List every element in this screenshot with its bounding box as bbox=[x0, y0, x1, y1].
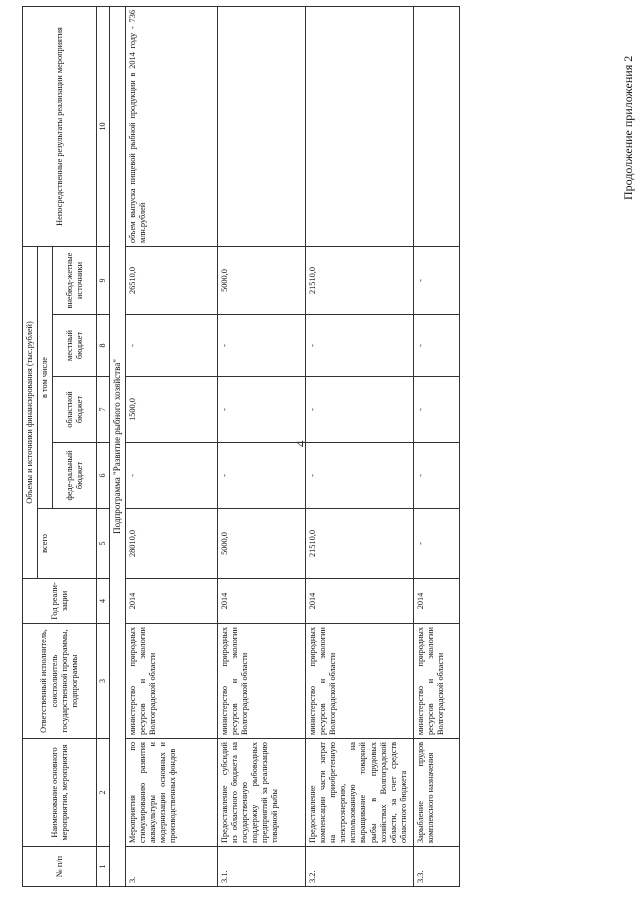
header-year: Год реали-зации bbox=[23, 579, 97, 624]
column-number: 5 bbox=[97, 509, 110, 579]
table-row bbox=[305, 6, 413, 886]
funding-table bbox=[22, 6, 460, 887]
header-name: Наименование основного мероприятия, мероприятия bbox=[23, 739, 97, 847]
column-number: 3 bbox=[97, 624, 110, 739]
header-federal: феде-ральный бюджет bbox=[53, 443, 97, 509]
column-number: 9 bbox=[97, 246, 110, 314]
row-number: 3. bbox=[125, 847, 217, 887]
table-row bbox=[217, 6, 305, 886]
row-number: 3.3. bbox=[413, 847, 459, 887]
row-total: 28010,0 bbox=[125, 509, 217, 579]
column-number-row bbox=[97, 6, 110, 886]
row-total: 21510,0 bbox=[305, 509, 413, 579]
subprogram-row bbox=[109, 6, 125, 886]
appendix-heading: Продолжение приложения 2 bbox=[621, 55, 635, 200]
page-number: 4 bbox=[293, 440, 308, 447]
row-federal: - bbox=[217, 443, 305, 509]
row-year: 2014 bbox=[413, 579, 459, 624]
row-local: - bbox=[217, 315, 305, 377]
header-regional: областной бюджет bbox=[53, 377, 97, 443]
row-regional: 1500,0 bbox=[125, 377, 217, 443]
row-federal: - bbox=[305, 443, 413, 509]
header-responsible: Ответственный исполнитель, соисполнитель государственной программы, подпрограммы bbox=[23, 624, 97, 739]
row-result bbox=[413, 6, 459, 246]
table-header bbox=[23, 6, 97, 886]
funding-table-container bbox=[22, 7, 612, 887]
row-responsible: министерство природных ресурсов и экологии Волгоградской области bbox=[125, 624, 217, 739]
header-extra: внебюд-жетные источники bbox=[53, 246, 97, 314]
row-result bbox=[305, 6, 413, 246]
row-number: 3.2. bbox=[305, 847, 413, 887]
row-local: - bbox=[413, 315, 459, 377]
row-federal: - bbox=[413, 443, 459, 509]
table-row bbox=[413, 6, 459, 886]
column-number: 10 bbox=[97, 6, 110, 246]
column-number: 7 bbox=[97, 377, 110, 443]
row-responsible: министерство природных ресурсов и экологии Волгоградской области bbox=[217, 624, 305, 739]
header-number: № п/п bbox=[23, 847, 97, 887]
row-local: - bbox=[305, 315, 413, 377]
table-row bbox=[125, 6, 217, 886]
header-results: Непосредственные результаты реализации мероприятия bbox=[23, 6, 97, 246]
header-total: всего bbox=[38, 509, 97, 579]
subprogram-title: Подпрограмма "Развитие рыбного хозяйства" bbox=[109, 6, 125, 886]
row-local: - bbox=[125, 315, 217, 377]
header-local: местный бюджет bbox=[53, 315, 97, 377]
column-number: 8 bbox=[97, 315, 110, 377]
row-name: Предоставление субсидий из областного бюджета на государственную поддержку рыбоводных предприятий за реализацию товарной рыбы bbox=[217, 739, 305, 847]
row-regional: - bbox=[413, 377, 459, 443]
row-name: Зарыбление прудов комплексного назначения bbox=[413, 739, 459, 847]
row-regional: - bbox=[217, 377, 305, 443]
row-extra: 5000,0 bbox=[217, 246, 305, 314]
row-result: объем выпуска пищевой рыбной продукции в 2014 году - 736 млн.рублей bbox=[125, 6, 217, 246]
header-funding: Объемы и источники финансирования (тыс.рублей) bbox=[23, 246, 38, 578]
row-name: Предоставление компенсации части затрат на приобретенную электроэнергию, использованную на выращивание товарной рыбы в прудовых хозяйствах Волгоградской области, за счет средств областного бюджета bbox=[305, 739, 413, 847]
column-number: 2 bbox=[97, 739, 110, 847]
row-total: - bbox=[413, 509, 459, 579]
row-total: 5000,0 bbox=[217, 509, 305, 579]
header-including: в том числе bbox=[38, 246, 53, 508]
row-responsible: министерство природных ресурсов и экологии Волгоградской области bbox=[413, 624, 459, 739]
row-extra: 26510,0 bbox=[125, 246, 217, 314]
row-responsible: министерство природных ресурсов и экологии Волгоградской области bbox=[305, 624, 413, 739]
row-result bbox=[217, 6, 305, 246]
row-extra: 21510,0 bbox=[305, 246, 413, 314]
column-number: 1 bbox=[97, 847, 110, 887]
column-number: 4 bbox=[97, 579, 110, 624]
row-regional: - bbox=[305, 377, 413, 443]
row-year: 2014 bbox=[217, 579, 305, 624]
row-number: 3.1. bbox=[217, 847, 305, 887]
row-federal: - bbox=[125, 443, 217, 509]
row-name: Мероприятия по стимулированию развития аквакультуры и модернизации основных и производственных фондов bbox=[125, 739, 217, 847]
row-year: 2014 bbox=[305, 579, 413, 624]
column-number: 6 bbox=[97, 443, 110, 509]
row-year: 2014 bbox=[125, 579, 217, 624]
row-extra: - bbox=[413, 246, 459, 314]
